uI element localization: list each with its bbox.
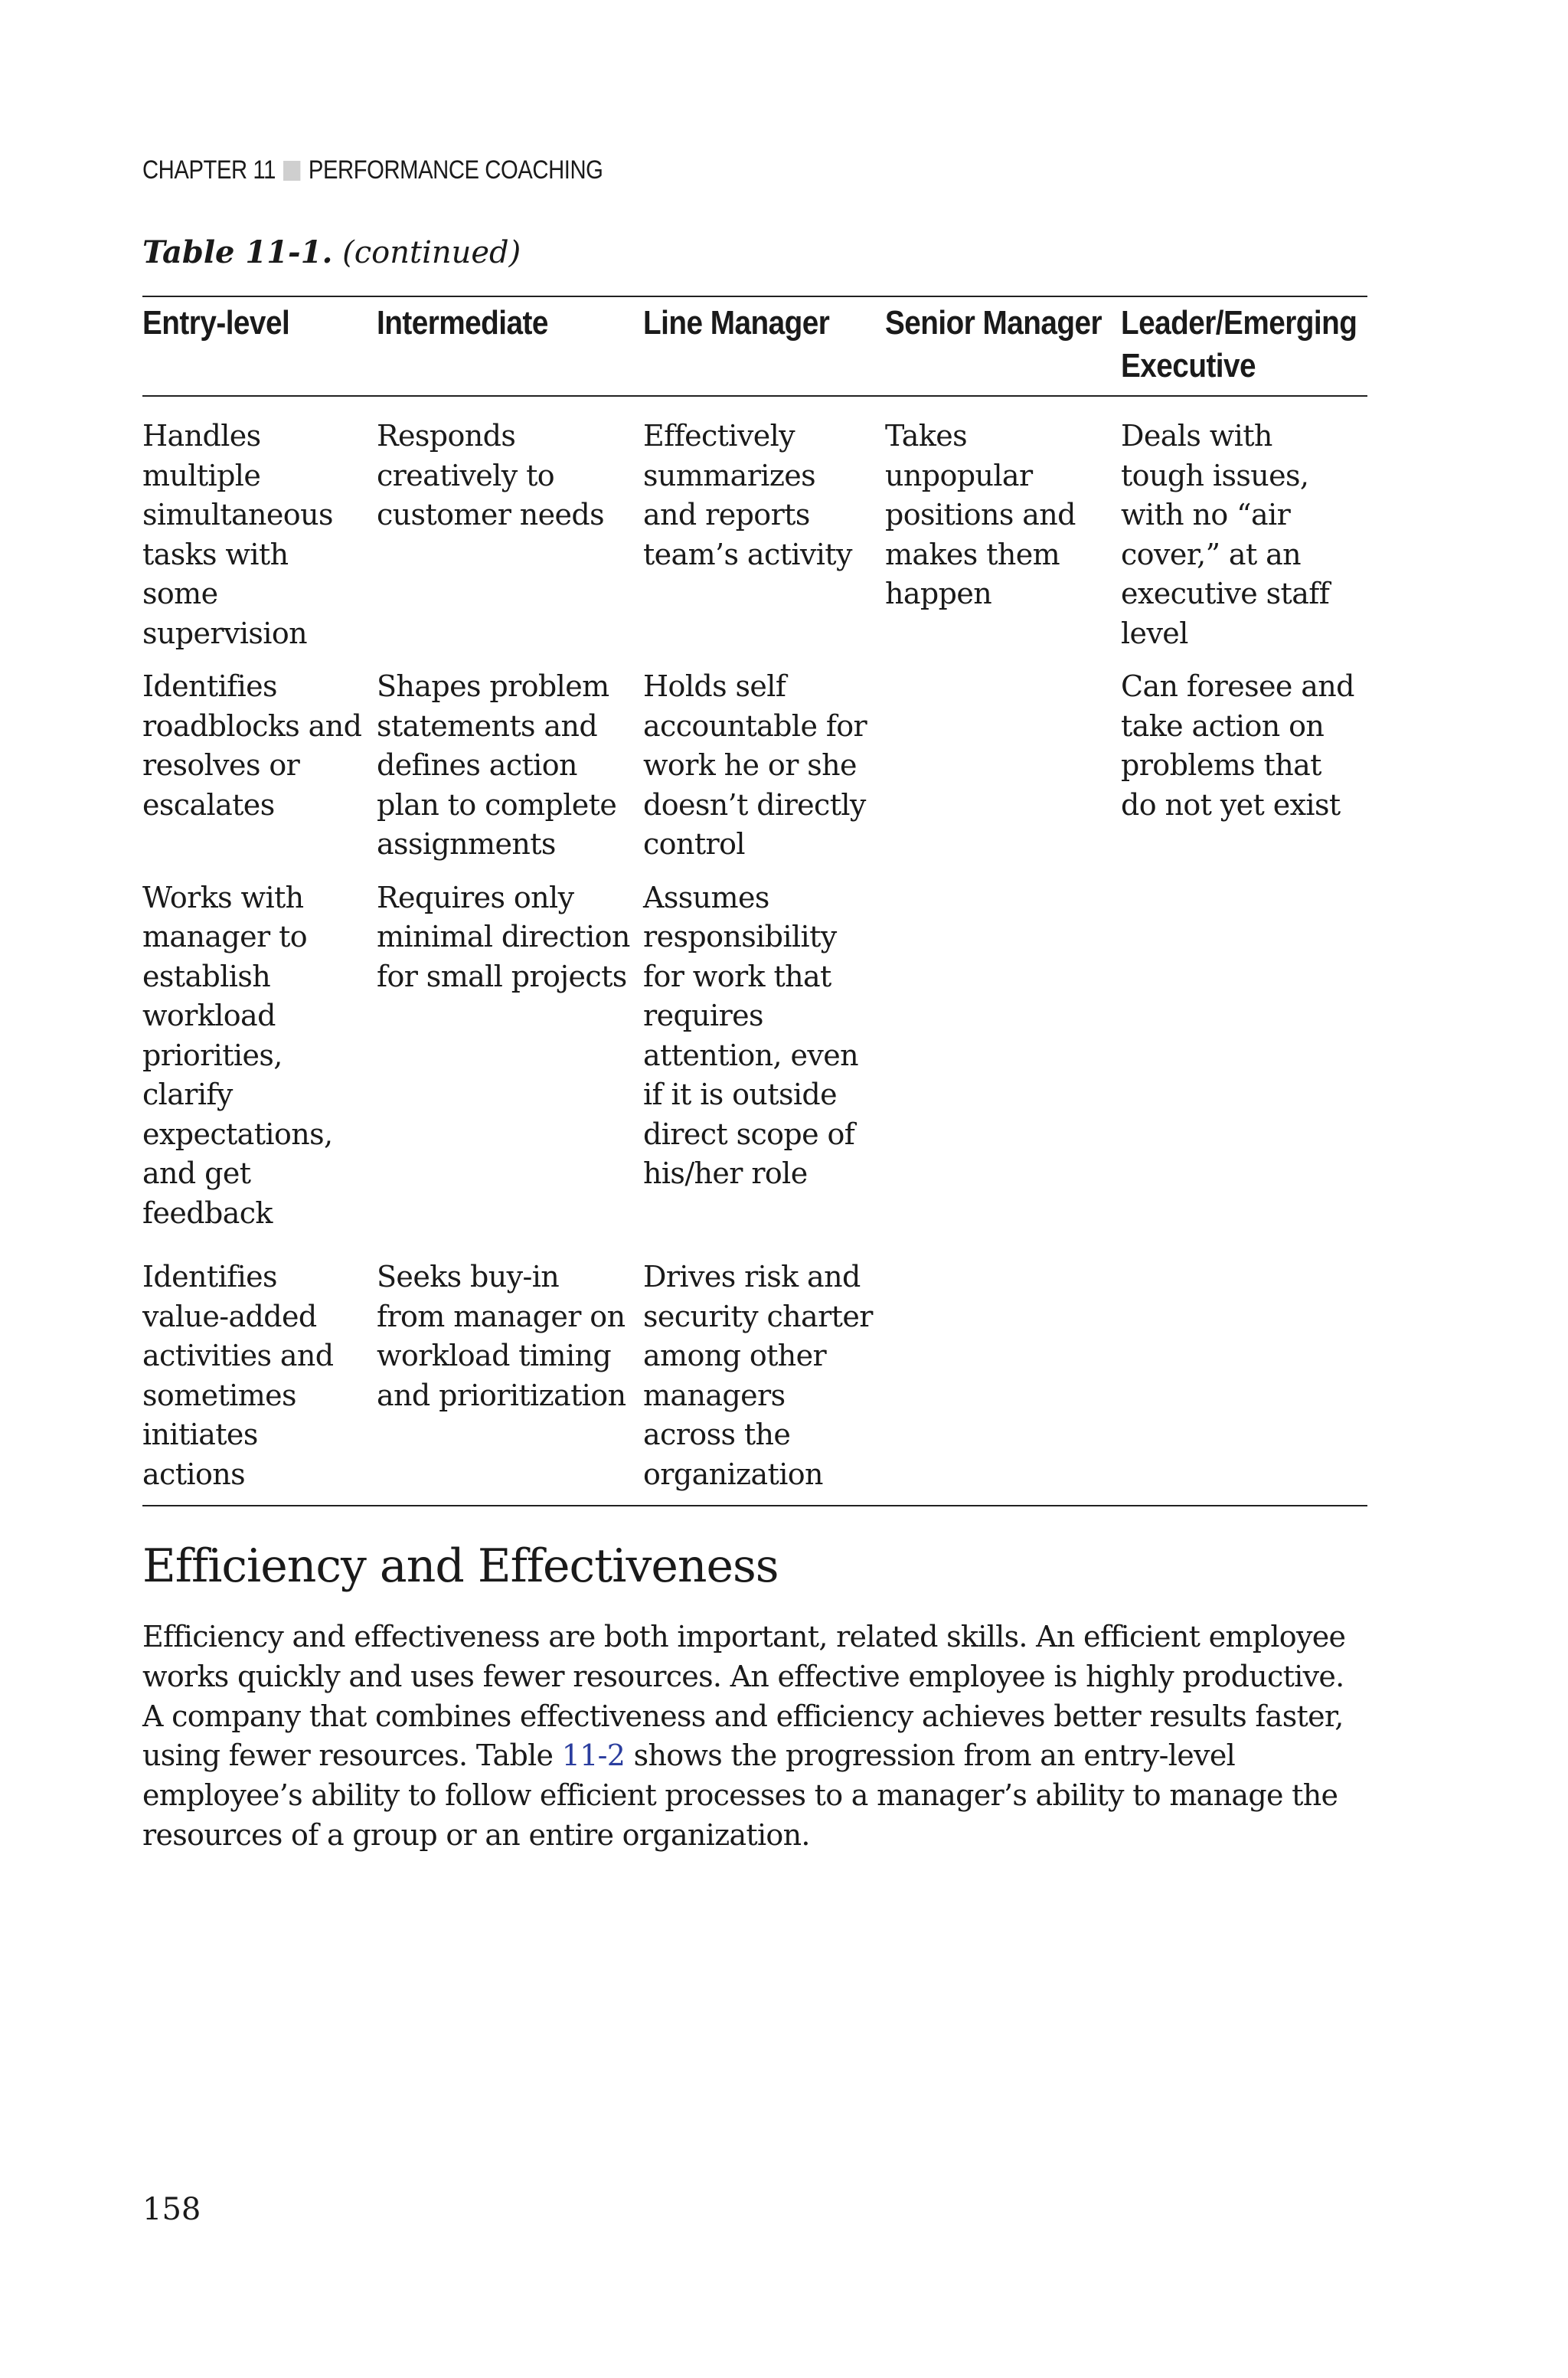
column-header: Senior Manager (885, 304, 1102, 342)
chapter-title: PERFORMANCE COACHING (308, 155, 603, 185)
table-cell: Can foresee and take action on problems that do not yet exist (1121, 669, 1354, 822)
table-cell (885, 1247, 1121, 1506)
table-cell (1121, 1247, 1367, 1506)
chapter-label: CHAPTER 11 (142, 155, 276, 185)
table-row (142, 396, 1367, 667)
table-reference-link[interactable]: 11-2 (561, 1739, 626, 1773)
separator-square-icon (283, 161, 300, 181)
table-caption (142, 234, 521, 270)
table-row (142, 1247, 1367, 1506)
column-header: Leader/Emerging Executive (1121, 304, 1357, 384)
table-cell (1121, 878, 1367, 1248)
table-cell: Drives risk and security charter among other managers across the organization (643, 1260, 873, 1491)
table-caption-continued: (continued) (342, 235, 521, 270)
table-row (142, 667, 1367, 878)
table-caption-label: Table 11-1. (142, 234, 333, 270)
paragraph-text-after-link: shows the progression from an entry-level employee’s ability to follow efficient processes to a manager’s ability to manage the resources of a group or an entire organization. (142, 1739, 1338, 1852)
table-cell: Identifies value-added activities and sometimes initiates actions (142, 1260, 334, 1491)
table-row (142, 878, 1367, 1248)
column-header: Intermediate (377, 304, 548, 342)
table-cell: Works with manager to establish workload priorities, clarify expectations, and get feedback (142, 880, 333, 1230)
table-cell: Requires only minimal direction for small projects (377, 880, 630, 993)
table-cell: Identifies roadblocks and resolves or escalates (142, 669, 362, 822)
table-cell: Assumes responsibility for work that requires attention, even if it is outside direct scope of his/her role (643, 880, 859, 1190)
section-heading: Efficiency and Effectiveness (142, 1539, 779, 1593)
column-header: Entry-level (142, 304, 290, 342)
table-cell: Effectively summarizes and reports team’s activity (643, 419, 852, 571)
table-cell: Shapes problem statements and defines action plan to complete assignments (377, 669, 617, 861)
paragraph-text-before-link: Efficiency and effectiveness are both important, related skills. An efficient employee works quickly and uses fewer resources. An effective employee is highly productive. A company that combines effectiveness and efficiency achieves better results faster, using fewer resources. Table (142, 1620, 1346, 1773)
table-cell: Holds self accountable for work he or she doesn’t directly control (643, 669, 867, 861)
table-header-row (142, 296, 1367, 396)
body-paragraph (142, 1617, 1367, 1856)
table-cell: Deals with tough issues, with no “air cover,” at an executive staff level (1121, 419, 1330, 650)
table-cell: Responds creatively to customer needs (377, 419, 605, 532)
competency-table (142, 296, 1367, 1506)
running-head (142, 155, 603, 185)
table-cell: Handles multiple simultaneous tasks with some supervision (142, 419, 333, 650)
table-cell: Takes unpopular positions and makes them happen (885, 419, 1076, 610)
column-header: Line Manager (643, 304, 830, 342)
table-cell: Seeks buy-in from manager on workload timing and prioritization (377, 1260, 626, 1412)
table-cell (885, 878, 1121, 1248)
page-number: 158 (142, 2192, 201, 2227)
table-cell (885, 667, 1121, 878)
